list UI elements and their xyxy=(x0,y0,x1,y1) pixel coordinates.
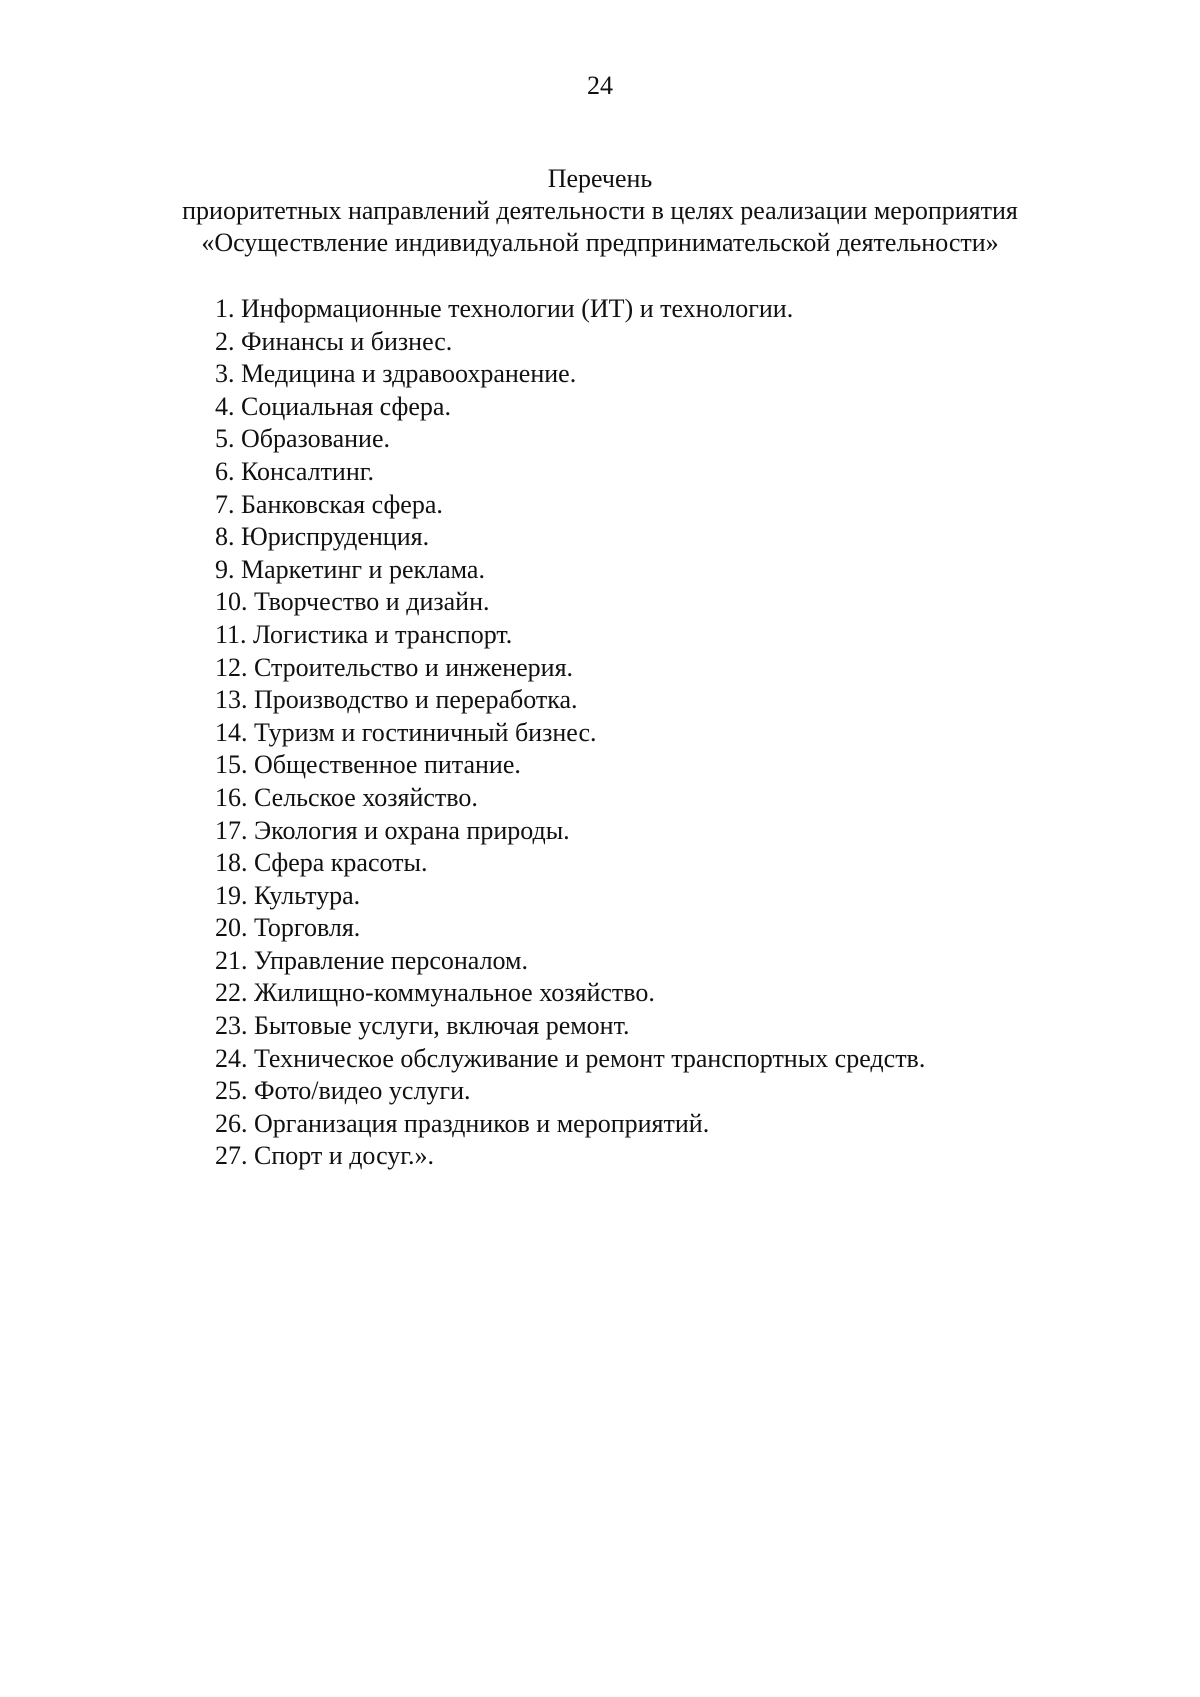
list-item: 23. Бытовые услуги, включая ремонт. xyxy=(215,1011,630,1041)
page-number: 24 xyxy=(587,71,613,100)
list-item: 14. Туризм и гостиничный бизнес. xyxy=(215,717,597,747)
list-item: 4. Социальная сфера. xyxy=(215,391,451,421)
list-item: 16. Сельское хозяйство. xyxy=(215,782,478,812)
list-item: 24. Техническое обслуживание и ремонт транспортных средств. xyxy=(215,1043,926,1073)
priority-directions-list xyxy=(215,293,925,1173)
list-item: 10. Творчество и дизайн. xyxy=(215,587,490,617)
title-heading: Перечень xyxy=(547,164,653,193)
list-item: 13. Производство и переработка. xyxy=(215,685,578,715)
list-item: 11. Логистика и транспорт. xyxy=(215,619,513,649)
list-item: 26. Организация праздников и мероприятий. xyxy=(215,1108,710,1138)
list-item: 20. Торговля. xyxy=(215,913,361,943)
list-item: 7. Банковская сфера. xyxy=(215,489,443,519)
list-item: 27. Спорт и досуг.». xyxy=(215,1141,434,1171)
list-item: 2. Финансы и бизнес. xyxy=(215,326,453,356)
list-item: 19. Культура. xyxy=(215,880,361,910)
list-item: 8. Юриспруденция. xyxy=(215,522,430,552)
list-item: 21. Управление персоналом. xyxy=(215,945,529,975)
list-item: 1. Информационные технологии (ИТ) и технологии. xyxy=(215,294,794,323)
title-activity-name: «Осуществление индивидуальной предпринимательской деятельности» xyxy=(201,228,999,257)
list-item: 3. Медицина и здравоохранение. xyxy=(215,359,577,389)
list-item: 25. Фото/видео услуги. xyxy=(215,1076,471,1106)
list-item: 17. Экология и охрана природы. xyxy=(215,815,570,845)
list-item: 15. Общественное питание. xyxy=(215,750,521,780)
list-item: 5. Образование. xyxy=(215,424,391,454)
document-title xyxy=(100,163,1100,259)
list-item: 22. Жилищно-коммунальное хозяйство. xyxy=(215,978,655,1008)
list-item: 9. Маркетинг и реклама. xyxy=(215,554,485,584)
list-item: 6. Консалтинг. xyxy=(215,456,374,486)
list-item: 18. Сфера красоты. xyxy=(215,848,428,878)
list-item: 12. Строительство и инженерия. xyxy=(215,652,574,682)
title-subheading: приоритетных направлений деятельности в целях реализации мероприятия xyxy=(182,196,1018,225)
